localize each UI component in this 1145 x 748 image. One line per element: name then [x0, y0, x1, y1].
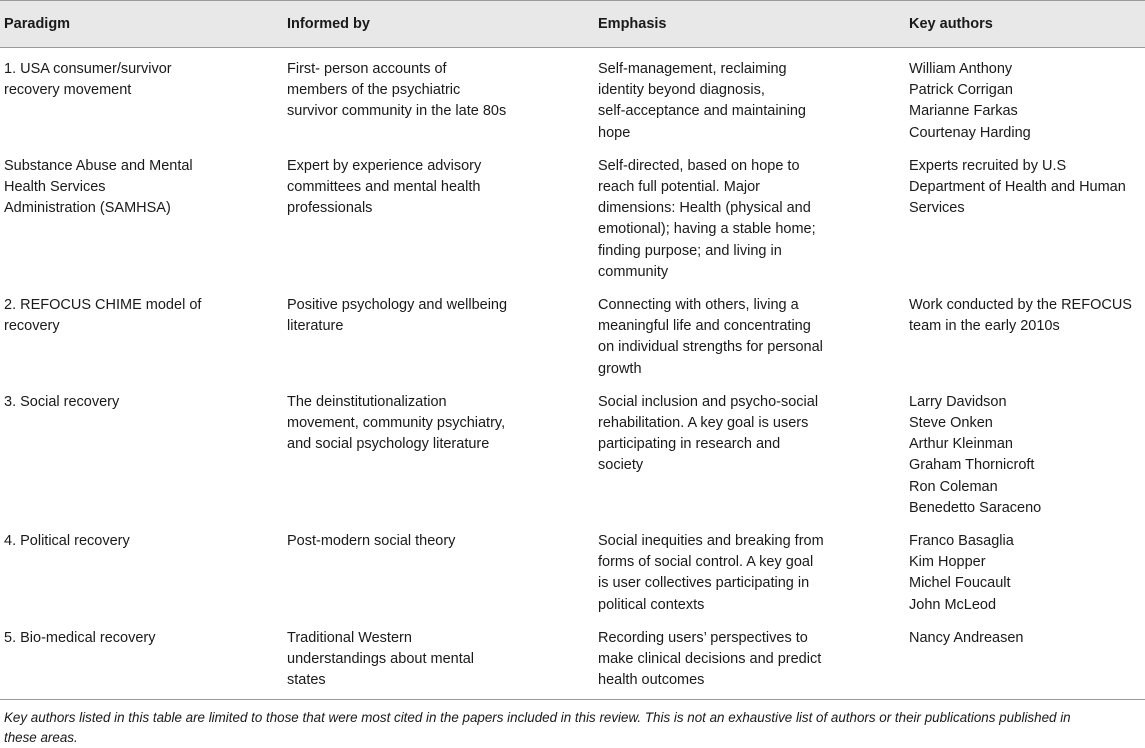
cell-text-line: committees and mental health — [287, 179, 481, 196]
cell-text-line: Patrick Corrigan — [909, 82, 1013, 99]
table-row — [0, 48, 1145, 146]
cell-text-line: finding purpose; and living in — [598, 242, 782, 259]
cell-text-line: Franco Basaglia — [909, 533, 1014, 550]
cell-text-line: professionals — [287, 200, 373, 217]
cell-paradigm — [0, 521, 283, 618]
cell-text-line: 2. REFOCUS CHIME model of — [4, 297, 202, 314]
cell-informed-by — [283, 285, 594, 382]
cell-text-line: is user collectives participating in — [598, 575, 810, 592]
cell-paradigm — [0, 618, 283, 700]
cell-text-line: Graham Thornicroft — [909, 457, 1035, 474]
cell-text-line: emotional); having a stable home; — [598, 221, 816, 238]
cell-text-line: Health Services — [4, 179, 106, 196]
cell-text-line: Experts recruited by U.S — [909, 157, 1067, 174]
table-footnote — [0, 700, 1145, 748]
cell-paradigm — [0, 382, 283, 521]
cell-text-line: Ron Coleman — [909, 478, 998, 495]
cell-text-line: on individual strengths for personal — [598, 339, 823, 356]
cell-informed-by — [283, 48, 594, 146]
cell-text-line: 3. Social recovery — [4, 393, 120, 410]
cell-text-line: Arthur Kleinman — [909, 436, 1013, 453]
cell-text-line: literature — [287, 318, 344, 335]
header-informed-by: Informed by — [283, 1, 594, 48]
cell-text-line: rehabilitation. A key goal is users — [598, 415, 809, 432]
cell-text-line: meaningful life and concentrating — [598, 318, 811, 335]
table-row — [0, 521, 1145, 618]
cell-text-line: William Anthony — [909, 61, 1013, 77]
header-paradigm: Paradigm — [0, 1, 283, 48]
cell-text-line: reach full potential. Major — [598, 179, 760, 196]
cell-text-line: 4. Political recovery — [4, 533, 130, 550]
cell-text-line: The deinstitutionalization — [287, 393, 447, 410]
cell-text-line: Nancy Andreasen — [909, 629, 1024, 646]
cell-informed-by — [283, 618, 594, 700]
cell-text-line: recovery — [4, 318, 60, 335]
table-body — [0, 48, 1145, 700]
cell-text-line: First- person accounts of — [287, 61, 447, 77]
cell-text-line: participating in research and — [598, 436, 781, 453]
header-row — [0, 1, 1145, 48]
cell-key-authors — [905, 285, 1145, 382]
cell-text-line: hope — [598, 124, 631, 141]
cell-key-authors — [905, 146, 1145, 285]
cell-text-line: self-acceptance and maintaining — [598, 103, 806, 120]
cell-text-line: members of the psychiatric — [287, 82, 461, 99]
cell-text-line: and social psychology literature — [287, 436, 490, 453]
cell-text-line: Recording users’ perspectives to — [598, 629, 808, 646]
cell-text-line: health outcomes — [598, 672, 705, 689]
cell-informed-by — [283, 521, 594, 618]
cell-text-line: Department of Health and Human — [909, 179, 1126, 196]
cell-emphasis — [594, 382, 905, 521]
cell-key-authors — [905, 521, 1145, 618]
cell-text-line: understandings about mental — [287, 651, 475, 668]
cell-emphasis — [594, 285, 905, 382]
cell-text-line: Kim Hopper — [909, 554, 986, 571]
cell-text-line: Substance Abuse and Mental — [4, 157, 193, 174]
cell-text-line: Courtenay Harding — [909, 124, 1031, 141]
cell-informed-by — [283, 382, 594, 521]
cell-text-line: Larry Davidson — [909, 393, 1007, 410]
cell-paradigm — [0, 48, 283, 146]
cell-text-line: movement, community psychiatry, — [287, 415, 506, 432]
table-row — [0, 382, 1145, 521]
cell-text-line: Self-directed, based on hope to — [598, 157, 800, 174]
cell-text-line: John McLeod — [909, 596, 997, 613]
cell-key-authors — [905, 48, 1145, 146]
cell-emphasis — [594, 146, 905, 285]
table-header — [0, 1, 1145, 48]
cell-text-line: Post-modern social theory — [287, 533, 456, 550]
cell-text-line: political contexts — [598, 596, 705, 613]
cell-text-line: recovery movement — [4, 82, 132, 99]
cell-text-line: Self-management, reclaiming — [598, 61, 787, 77]
cell-text-line: Work conducted by the REFOCUS — [909, 297, 1132, 314]
cell-text-line: 1. USA consumer/survivor — [4, 61, 172, 77]
cell-text-line: community — [598, 263, 669, 280]
cell-text-line: Marianne Farkas — [909, 103, 1018, 120]
cell-text-line: Social inequities and breaking from — [598, 533, 824, 550]
cell-emphasis — [594, 48, 905, 146]
cell-text-line: Benedetto Saraceno — [909, 499, 1042, 516]
header-emphasis: Emphasis — [594, 1, 905, 48]
cell-text-line: dimensions: Health (physical and — [598, 200, 811, 217]
cell-text-line: make clinical decisions and predict — [598, 651, 822, 668]
footnote-line: Key authors listed in this table are limited to those that were most cited in the papers included in this review. This is not an exhaustive list of authors or their publications published in — [4, 710, 1071, 726]
cell-text-line: states — [287, 672, 326, 689]
cell-text-line: identity beyond diagnosis, — [598, 82, 765, 99]
cell-text-line: society — [598, 457, 644, 474]
cell-emphasis — [594, 618, 905, 700]
cell-text-line: Administration (SAMHSA) — [4, 200, 171, 217]
cell-text-line: team in the early 2010s — [909, 318, 1060, 335]
cell-text-line: Positive psychology and wellbeing — [287, 297, 508, 314]
cell-text-line: Expert by experience advisory — [287, 157, 482, 174]
cell-text-line: Connecting with others, living a — [598, 297, 799, 314]
table-row — [0, 618, 1145, 700]
footnote-line: these areas. — [4, 730, 78, 746]
header-key-authors: Key authors — [905, 1, 1145, 48]
cell-text-line: 5. Bio-medical recovery — [4, 629, 156, 646]
cell-text-line: growth — [598, 360, 642, 377]
cell-emphasis — [594, 521, 905, 618]
cell-text-line: forms of social control. A key goal — [598, 554, 814, 571]
table-row — [0, 285, 1145, 382]
cell-key-authors — [905, 618, 1145, 700]
cell-paradigm — [0, 285, 283, 382]
cell-text-line: Services — [909, 200, 965, 217]
cell-text-line: Traditional Western — [287, 629, 412, 646]
cell-informed-by — [283, 146, 594, 285]
cell-text-line: Social inclusion and psycho-social — [598, 393, 819, 410]
cell-text-line: Steve Onken — [909, 415, 993, 432]
cell-text-line: survivor community in the late 80s — [287, 103, 507, 120]
cell-paradigm — [0, 146, 283, 285]
table-row — [0, 146, 1145, 285]
cell-key-authors — [905, 382, 1145, 521]
cell-text-line: Michel Foucault — [909, 575, 1011, 592]
